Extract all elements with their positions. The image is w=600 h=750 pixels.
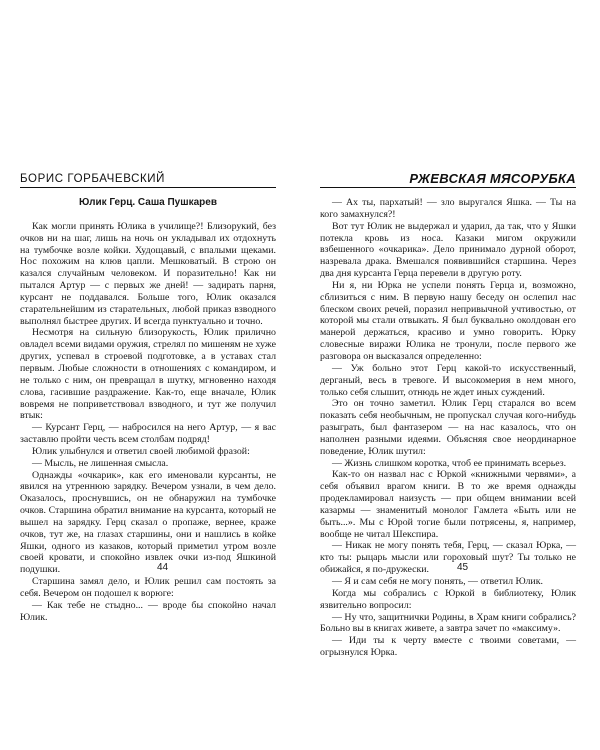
paragraph: Однажды «очкарик», как его именовали курсанты, не явился на утреннюю зарядку. Вечером узнали, в чем дело. Оказалось, проснувшись, он не обнаружил на тумбочке очков. Старшина обратил внимание на курсанта, который не вышел на зарядку. Герц сказал о пропаже, вернее, краже очков, тут же, на глазах старшины, они и нашлись в койке Яшки, одного из казаков, который приметил утром возле своей кровати, и спокойно извлек очки из-под Яшкиной подушки. bbox=[20, 469, 276, 576]
right-page bbox=[320, 172, 576, 712]
paragraph: Как могли принять Юлика в училище?! Близорукий, без очков ни на шаг, лишь на ночь он укладывал их отдохнуть на тумбочке возле койки. Худощавый, с впалыми щеками. Нос похожим на клюв цапли. Мешковатый. В строю он казался случайным человеком. И поразительно! Как ни пытался Артур — с первых же дней! — задирать парня, курсант не поддавался. Больше того, Юлик оказался старательнейшим из старательных, любой приказ взводного выполнял быстрее других. И всегда пунктуально и точно. bbox=[20, 220, 276, 327]
paragraph: — Курсант Герц, — набросился на него Артур, — я вас заставлю пройти честь всем столбам подряд! bbox=[20, 422, 276, 446]
paragraph: — Мысль, не лишенная смысла. bbox=[32, 457, 169, 469]
paragraph: Как-то он назвал нас с Юркой «книжными червями», а себя объявил врагом книги. В то же время однажды продекламировал наизусть — при общем внимании всей казармы — знаменитый монолог Гамлета «Быть или не быть...». Мы с Юрой тогие были потрясены, я, например, вообще не читал Шекспира. bbox=[320, 469, 576, 540]
paragraph: — Как тебе не стыдно... — вроде бы спокойно начал Юлик. bbox=[20, 599, 276, 623]
author-name: БОРИС ГОРБАЧЕВСКИЙ bbox=[20, 173, 166, 185]
chapter-title: Юлик Герц. Саша Пушкарев bbox=[79, 197, 217, 208]
paragraph: Старшина замял дело, и Юлик решил сам постоять за себя. Вечером он подошел к ворюге: bbox=[20, 576, 276, 599]
right-running-head bbox=[320, 172, 576, 188]
left-page-text bbox=[20, 197, 276, 624]
paragraph: — Жизнь слишком коротка, чтоб ее принимать всерьез. bbox=[332, 457, 567, 469]
paragraph: — Ну что, защитнички Родины, в Храм книги собрались? Больно вы в книгах живете, а завтра зачет по «максиму». bbox=[320, 611, 576, 635]
paragraph: — Ах ты, пархатый! — зло выругался Яшка. — Ты на кого замахнулся?! bbox=[320, 197, 576, 220]
paragraph: Это он точно заметил. Юлик Герц старался во всем показать себя необычным, не пропускал случая кого-нибудь разыграть, был фантазером — на нас казалось, что он наполнен разными идеями. Объясняя свое неординарное поведение, Юлик шутил: bbox=[320, 398, 576, 457]
page-number-right: 45 bbox=[457, 562, 469, 573]
page-number-left: 44 bbox=[157, 562, 169, 573]
paragraph: — Уж больно этот Герц какой-то искусственный, дерганый, весь в тревоге. И высокомерия в нем много, только себя слышит, отнюдь не ждет иных суждений. bbox=[320, 362, 576, 398]
left-running-head bbox=[20, 172, 276, 188]
right-page-text bbox=[320, 197, 576, 659]
paragraph: — Иди ты к черту вместе с твоими советами, — огрызнулся Юрка. bbox=[320, 635, 576, 659]
paragraph: Когда мы собрались с Юркой в библиотеку, Юлик язвительно вопросил: bbox=[320, 587, 576, 611]
paragraph: Несмотря на сильную близорукость, Юлик прилично овладел всеми видами оружия, стрелял по мишеням не хуже других, успевал в строевой подготовке, а в уставах стал первым. Любые сложности в отношениях с командиром, и не только с ним, он превращал в шутку, мгновенно находя слова, гасившие раздражение. Как-то, еще вначале, Юлик вовремя не поприветствовал взводного, и тут же получил втык: bbox=[20, 327, 276, 422]
paragraph: — Я и сам себя не могу понять, — ответил Юлик. bbox=[332, 576, 543, 587]
paragraph: Ни я, ни Юрка не успели понять Герца и, возможно, сблизиться с ним. В первую нашу беседу он ослепил нас блеском своих речей, поразил непривычной учтивостью, от которой мы стали отвыкать. Я был буквально околдован его манерой держаться, красиво и умно говорить. Юрку словесные виражи Юлика не тронули, после первого же разговора он высказался определенно: bbox=[320, 279, 576, 362]
paragraph: Вот тут Юлик не выдержал и ударил, да так, что у Яшки потекла кровь из носа. Казаки мигом окружили взбешенного «очкарика». Дело принимало дурной оборот, назревала драка. Вмешался появившийся старшина. Через два дня курсанта Герца перевели в другую роту. bbox=[320, 220, 576, 280]
paragraph: — Никак не могу понять тебя, Герц, — сказал Юрка, — кто ты: рыцарь мысли или гороховый шут? Ты только не обижайся, я по-дружески. bbox=[320, 540, 576, 576]
paragraph: Юлик улыбнулся и ответил своей любимой фразой: bbox=[32, 445, 250, 457]
book-title: РЖЕВСКАЯ МЯСОРУБКА bbox=[409, 171, 576, 186]
left-page bbox=[20, 172, 276, 712]
